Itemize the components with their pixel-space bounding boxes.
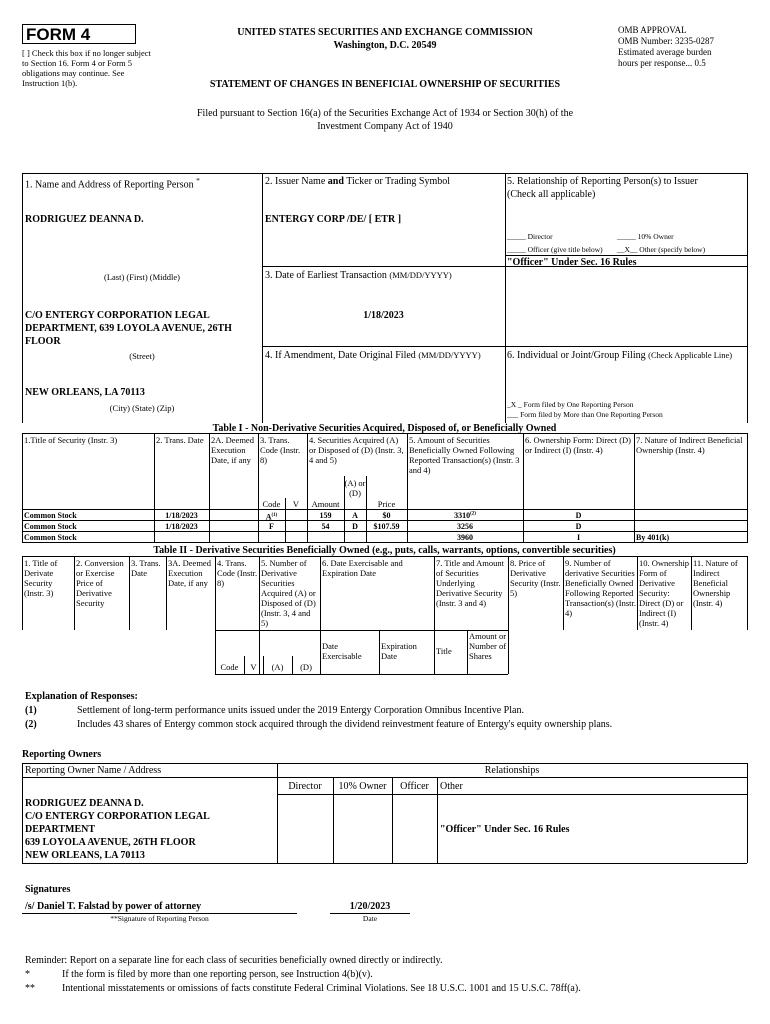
earliest-transaction-date: 1/18/2023 — [363, 310, 404, 321]
t1-h2: 2. Trans. Date — [156, 435, 204, 445]
t2-sub-amount: Amount or Number of Shares — [469, 631, 507, 661]
t1-r1-owned — [407, 511, 523, 520]
grid-line — [215, 630, 508, 631]
director-col: Director — [288, 781, 322, 792]
t1-h6: 6. Ownership Form: Direct (D) or Indirect (I) (Instr. 4) — [525, 435, 631, 455]
box1-label — [25, 176, 200, 191]
grid-line — [166, 556, 167, 630]
grid-line — [505, 173, 506, 423]
grid-line — [634, 433, 635, 543]
table1-title: Table I - Non-Derivative Securities Acquired, Disposed of, or Beneficially Owned — [212, 423, 557, 434]
t1-r1-owned-val: 3310 — [454, 511, 471, 520]
street-line-1: C/O ENTERGY CORPORATION LEGAL — [25, 310, 210, 321]
city-line: NEW ORLEANS, LA 70113 — [25, 387, 145, 398]
filed-pursuant-1: Filed pursuant to Section 16(a) of the Securities Exchange Act of 1934 or Section 30(h) of the — [196, 108, 574, 119]
box2-label — [265, 176, 450, 188]
t1-h3: 3. Trans. Code (Instr. 8) — [260, 435, 301, 465]
owner-line: NEW ORLEANS, LA 70113 — [25, 850, 145, 861]
t1-r2-security: Common Stock — [24, 522, 77, 531]
footnote-star-text: If the form is filed by more than one reporting person, see Instruction 4(b)(v). — [62, 969, 373, 980]
one-person-check[interactable]: _X _ Form filed by One Reporting Person — [507, 400, 634, 409]
grid-line — [505, 255, 747, 256]
t2-sub-date-exercisable: Date Exercisable — [322, 641, 362, 661]
t1-r2-owned: 3256 — [457, 522, 473, 531]
grid-line — [747, 173, 748, 423]
street-caption: (Street) — [129, 351, 155, 361]
grid-line — [22, 520, 747, 521]
t1-sub-code: Code — [262, 499, 281, 509]
t1-r3-nature: By 401(k) — [636, 533, 670, 542]
t2-h9: 9. Number of derivative Securities Beneficially Owned Following Reported Transaction(s) (Instr. 4) — [565, 558, 636, 618]
t2-h4: 4. Trans. Code (Instr. 8) — [217, 558, 258, 588]
t2-h6: 6. Date Exercisable and Expiration Date — [322, 558, 403, 578]
statement-title: STATEMENT OF CHANGES IN BENEFICIAL OWNERSHIP OF SECURITIES — [209, 79, 561, 90]
grid-line — [215, 556, 216, 674]
owner-line: 639 LOYOLA AVENUE, 26TH FLOOR — [25, 837, 196, 848]
street-line-3: FLOOR — [25, 336, 61, 347]
box1-label-text: 1. Name and Address of Reporting Person — [25, 179, 194, 191]
owner-line: C/O ENTERGY CORPORATION LEGAL — [25, 811, 210, 822]
omb-approval: OMB APPROVAL — [618, 25, 687, 35]
t2-sub-a: (A) — [271, 662, 284, 672]
grid-line — [262, 266, 747, 267]
grid-line — [259, 556, 260, 674]
relationships-col: Relationships — [484, 765, 540, 776]
form-title: FORM 4 — [22, 24, 136, 44]
t2-sub-title: Title — [436, 646, 452, 656]
box6-label-text: 6. Individual or Joint/Group Filing — [507, 350, 646, 361]
grid-line — [215, 674, 508, 675]
box4-label-small: (MM/DD/YYYY) — [418, 350, 481, 360]
grid-line — [22, 173, 23, 423]
more-persons-check[interactable]: ___ Form filed by More than One Reporting Person — [507, 410, 663, 419]
grid-line — [637, 556, 638, 630]
officer-title-value: "Officer" Under Sec. 16 Rules — [507, 257, 637, 268]
signer-caption: **Signature of Reporting Person — [110, 914, 209, 923]
t1-sub-price: Price — [377, 499, 396, 509]
grid-line — [747, 763, 748, 863]
grid-line — [74, 556, 75, 630]
t1-h2a: 2A. Deemed Execution Date, if any — [211, 435, 254, 465]
box5-label-1: 5. Relationship of Reporting Person(s) to Issuer — [507, 176, 698, 187]
filed-pursuant-2: Investment Company Act of 1940 — [317, 121, 453, 132]
t1-r1-amount: 159 — [319, 511, 332, 520]
t1-r1-code-val: A — [265, 512, 272, 522]
checkbox-note[interactable]: [ ] Check this box if no longer subject to Section 16. Form 4 or Form 5 obligations may continue. See Instruction 1(b). — [22, 48, 151, 88]
t1-r1-owned-fn: (2) — [470, 511, 476, 517]
t1-h7: 7. Nature of Indirect Beneficial Ownership (Instr. 4) — [636, 435, 743, 455]
footnote-doublestar-text: Intentional misstatements or omissions of facts constitute Federal Criminal Violations. See 18 U.S.C. 1001 and 15 U.S.C. 78ff(a). — [62, 983, 581, 994]
t2-h3: 3. Trans. Date — [131, 558, 161, 578]
signer-name: /s/ Daniel T. Falstad by power of attorney — [25, 901, 202, 912]
box3-label-text: 3. Date of Earliest Transaction — [265, 270, 387, 281]
grid-line — [129, 556, 130, 630]
owner-line: RODRIGUEZ DEANNA D. — [25, 798, 144, 809]
fn1-text: Settlement of long-term performance units issued under the 2019 Entergy Corporation Omnibus Incentive Plan. — [77, 705, 524, 716]
owner-line: DEPARTMENT — [25, 824, 96, 835]
grid-line — [437, 777, 438, 863]
t1-r1-date: 1/18/2023 — [165, 511, 198, 520]
t1-r2-code: F — [269, 522, 274, 531]
grid-line — [262, 346, 747, 347]
box4-label-text: 4. If Amendment, Date Original Filed — [265, 350, 416, 361]
grid-line — [277, 763, 278, 863]
grid-line — [747, 433, 748, 543]
grid-line — [262, 173, 263, 423]
t1-r2-ad: D — [352, 522, 358, 531]
grid-line — [320, 556, 321, 674]
t1-r3-owned: 3960 — [457, 533, 473, 542]
t2-h5: 5. Number of Derivative Securities Acquired (A) or Disposed of (D) (Instr. 3, 4 and 5) — [261, 558, 316, 628]
grid-line — [22, 777, 747, 778]
officer-col: Officer — [400, 781, 429, 792]
owner-other-value: "Officer" Under Sec. 16 Rules — [440, 824, 570, 835]
t1-r2-amount: 54 — [321, 522, 330, 531]
t1-r2-form: D — [575, 522, 582, 531]
box6-label — [507, 350, 745, 362]
t1-r1-security: Common Stock — [24, 511, 77, 520]
box6-label-small: (Check Applicable Line) — [648, 350, 733, 360]
grid-line — [379, 630, 380, 674]
street-line-2: DEPARTMENT, 639 LOYOLA AVENUE, 26TH — [25, 323, 232, 334]
t1-r1-price: $0 — [382, 511, 391, 520]
grid-line — [22, 556, 747, 557]
date-caption: Date — [362, 914, 378, 923]
t2-sub-v: V — [250, 662, 257, 672]
signatures-heading: Signatures — [25, 884, 71, 895]
grid-line — [22, 433, 23, 543]
issuer-value: ENTERGY CORP /DE/ [ ETR ] — [265, 214, 402, 225]
reminder: Reminder: Report on a separate line for each class of securities beneficially owned directly or indirectly. — [25, 955, 443, 966]
grid-line — [22, 763, 23, 863]
t1-r2-price: $107.59 — [373, 522, 400, 531]
omb-number: OMB Number: 3235-0287 — [618, 36, 714, 46]
reporting-person-name: RODRIGUEZ DEANNA D. — [25, 214, 144, 225]
city-caption: (City) (State) (Zip) — [109, 403, 175, 413]
agency-location: Washington, D.C. 20549 — [333, 40, 437, 51]
t1-sub-ad: (A) or (D) — [344, 478, 366, 498]
grid-line — [22, 173, 747, 174]
other-check[interactable]: __X__ Other (specify below) — [617, 245, 706, 254]
box5-label-2: (Check all applicable) — [507, 189, 596, 200]
grid-line — [22, 863, 747, 864]
signature-date: 1/20/2023 — [349, 901, 391, 912]
box1-label-mark: * — [196, 176, 200, 185]
t1-r3-security: Common Stock — [24, 533, 77, 542]
fn2-number: (2) — [25, 719, 37, 730]
grid-line — [434, 556, 435, 674]
t2-h11: 11. Nature of Indirect Beneficial Ownership (Instr. 4) — [693, 558, 738, 608]
grid-line — [22, 556, 23, 630]
fn2-text: Includes 43 shares of Entergy common stock acquired through the dividend reinvestment feature of Entergy's equity ownership plans. — [77, 719, 613, 730]
grid-line — [691, 556, 692, 630]
box3-label-small: (MM/DD/YYYY) — [389, 270, 452, 280]
ten-pct-check[interactable]: _____ 10% Owner — [617, 232, 674, 241]
grid-line — [22, 433, 747, 434]
director-check[interactable]: _____ Director — [507, 232, 553, 241]
grid-line — [277, 794, 747, 795]
t2-h10: 10. Ownership Form of Derivative Security: Direct (D) or Indirect (I) (Instr. 4) — [639, 558, 690, 628]
omb-burden-1: Estimated average burden — [618, 47, 712, 57]
t2-sub-expiration: Expiration Date — [381, 641, 417, 661]
other-col: Other — [440, 781, 463, 792]
explanation-heading: Explanation of Responses: — [25, 691, 138, 702]
owner-address-block — [25, 797, 210, 862]
t1-h5: 5. Amount of Securities Beneficially Owned Following Reported Transaction(s) (Instr. 3 and 4) — [409, 435, 520, 475]
grid-line — [209, 433, 210, 543]
owner-name-col: Reporting Owner Name / Address — [25, 765, 162, 776]
t2-sub-code: Code — [220, 662, 239, 672]
table2-title: Table II - Derivative Securities Beneficially Owned (e.g., puts, calls, warrants, options, convertible securities) — [153, 545, 616, 556]
box4-label — [265, 350, 481, 362]
omb-burden-2: hours per response... 0.5 — [618, 58, 706, 68]
grid-line — [22, 509, 747, 510]
box2-label-and: and — [327, 176, 344, 187]
t2-h7: 7. Title and Amount of Securities Underlying Derivative Security (Instr. 3 and 4) — [436, 558, 505, 608]
omb-box — [618, 25, 758, 69]
t1-sub-v: V — [292, 499, 300, 509]
box2-label-post: Ticker or Trading Symbol — [343, 176, 451, 187]
t2-h8: 8. Price of Derivative Security (Instr. 5) — [510, 558, 561, 598]
t2-h3a: 3A. Deemed Execution Date, if any — [168, 558, 211, 588]
box3-label — [265, 270, 452, 282]
t1-r3-form: I — [576, 533, 581, 542]
reporting-owners-heading: Reporting Owners — [22, 749, 102, 760]
t2-sub-d: (D) — [300, 662, 312, 672]
agency-name: UNITED STATES SECURITIES AND EXCHANGE COMMISSION — [237, 27, 533, 38]
grid-line — [22, 763, 747, 764]
grid-line — [508, 556, 509, 674]
footnote-star-mark: * — [25, 969, 30, 980]
ten-pct-col: 10% Owner — [338, 781, 387, 792]
t1-h1: 1.Title of Security (Instr. 3) — [24, 435, 118, 445]
t1-r2-date: 1/18/2023 — [165, 522, 198, 531]
t1-r1-code-fn: (1) — [271, 513, 278, 518]
grid-line — [467, 630, 468, 674]
grid-line — [747, 556, 748, 630]
t2-h1: 1. Title of Derivate Security (Instr. 3) — [24, 558, 58, 598]
box2-label-pre: 2. Issuer Name — [265, 176, 328, 187]
footnote-doublestar-mark: ** — [25, 983, 35, 994]
grid-line — [22, 531, 747, 532]
t1-r1-form: D — [575, 511, 582, 520]
fn1-number: (1) — [25, 705, 37, 716]
t1-sub-amount: Amount — [311, 499, 340, 509]
grid-line — [563, 556, 564, 630]
t2-h2: 2. Conversion or Exercise Price of Derivative Security — [76, 558, 124, 608]
officer-check[interactable]: _____ Officer (give title below) — [507, 245, 603, 254]
t1-h4: 4. Securities Acquired (A) or Disposed of (D) (Instr. 3, 4 and 5) — [309, 435, 404, 465]
t1-r1-ad: A — [352, 511, 358, 520]
t1-r1-code — [258, 511, 285, 522]
name-caption: (Last) (First) (Middle) — [103, 272, 180, 282]
grid-line — [22, 542, 747, 543]
